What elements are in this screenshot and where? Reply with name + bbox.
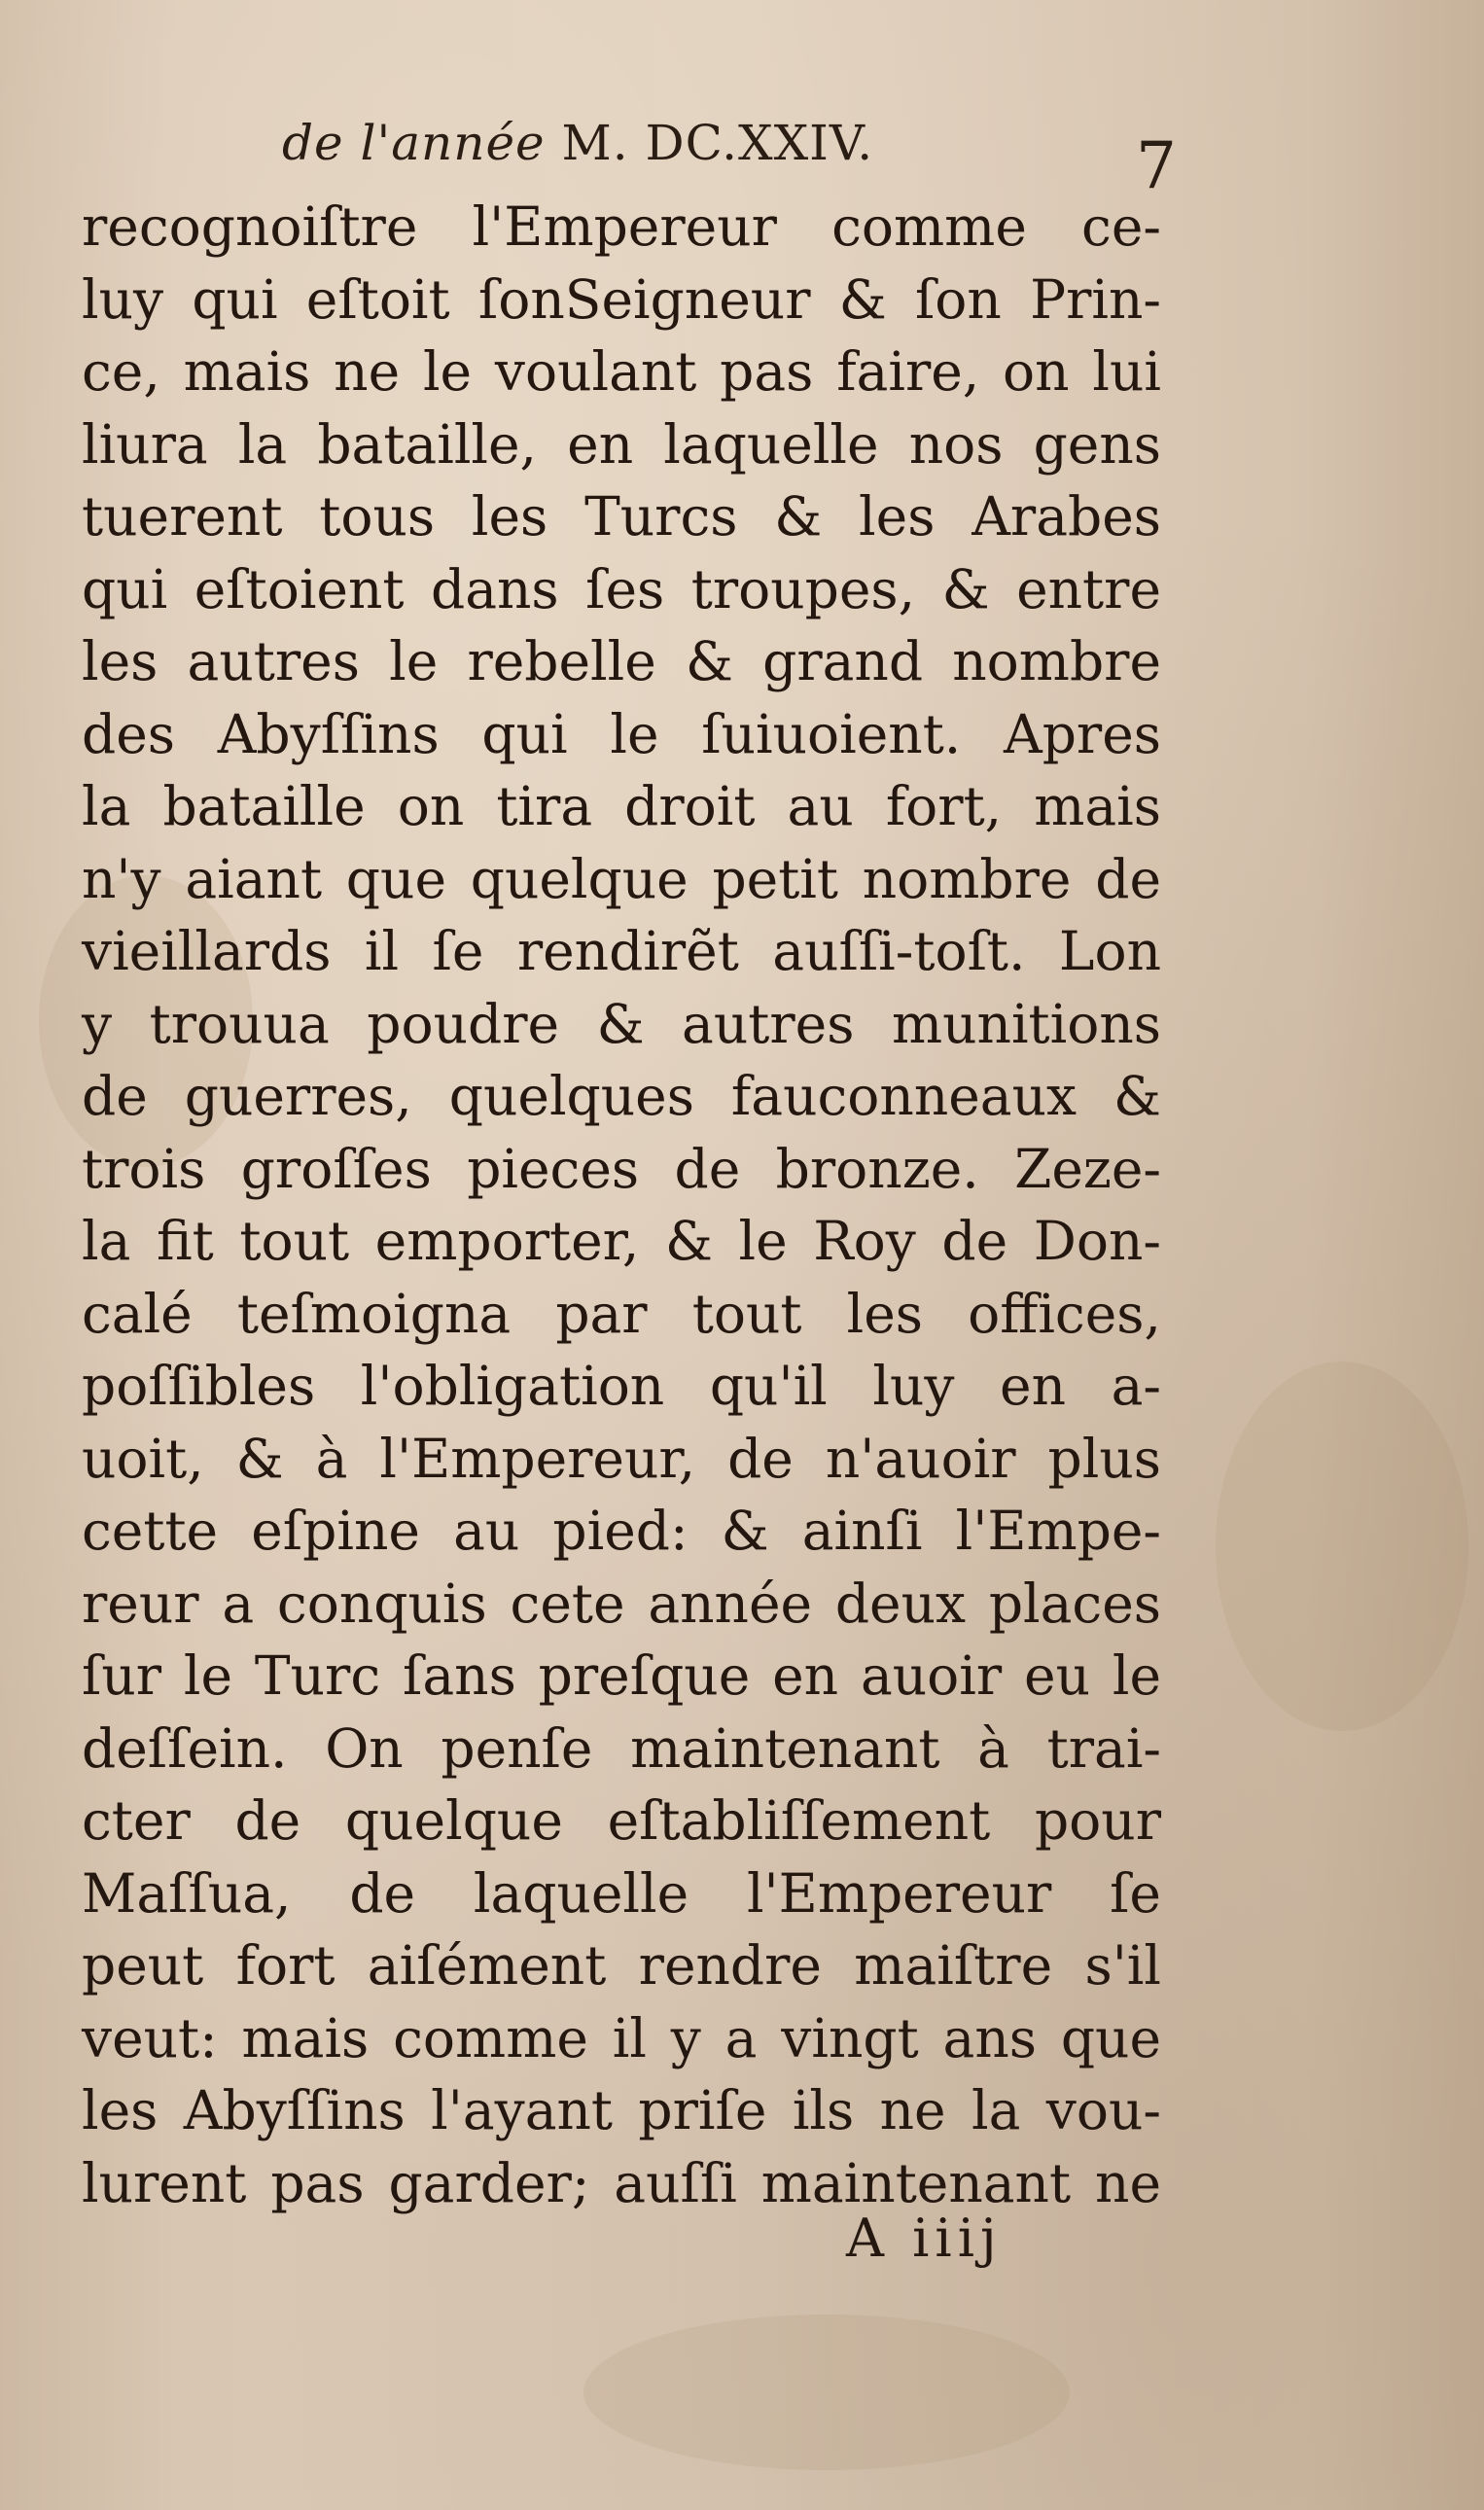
text-line: la bataille on tira droit au fort, mais	[82, 775, 1161, 837]
text-line: trois groſſes pieces de bronze. Zeze-	[82, 1137, 1161, 1200]
running-head	[282, 115, 873, 171]
text-line: les autres le rebelle & grand nombre	[82, 630, 1161, 692]
text-line: y trouua poudre & autres munitions	[82, 992, 1161, 1055]
text-line: les Abyſſins l'ayant priſe ils ne la vou-	[82, 2079, 1161, 2141]
page-number: 7	[1136, 128, 1177, 203]
text-line: liura la bataille, en laquelle nos gens	[82, 412, 1161, 476]
page-header	[282, 115, 1177, 203]
text-line: luy qui eſtoit ſonSeigneur & ſon Prin-	[82, 267, 1161, 331]
running-head-italic: de l'année	[282, 115, 546, 171]
text-line: cette eſpine au pied: & ainſi l'Empe-	[82, 1500, 1161, 1562]
text-line: Maſſua, de laquelle l'Empereur ſe	[82, 1861, 1161, 1925]
text-line: poſſibles l'obligation qu'il luy en a-	[82, 1355, 1161, 1417]
text-line: des Abyſſins qui le ſuiuoient. Apres	[82, 702, 1161, 765]
text-line: n'y aiant que quelque petit nombre de	[82, 847, 1161, 910]
text-line: la fit tout emporter, & le Roy de Don-	[82, 1210, 1161, 1272]
paper-stain	[1216, 1361, 1468, 1731]
text-line: ſur le Turc ſans preſque en auoir eu le	[82, 1644, 1161, 1707]
text-line: veut: mais comme il y a vingt ans que	[82, 2006, 1161, 2069]
text-line: qui eſtoient dans ſes troupes, & entre	[82, 557, 1161, 620]
body-text	[82, 191, 1161, 2219]
text-line: vieillards il ſe rendirẽt auſſi-toſt. Lon	[82, 920, 1161, 982]
text-line: calé teſmoigna par tout les offices,	[82, 1282, 1161, 1345]
text-line: reur a conquis cete année deux places	[82, 1572, 1161, 1635]
text-line: peut fort aiſément rendre maiſtre s'il	[82, 1934, 1161, 1997]
paper-stain	[583, 2315, 1070, 2470]
text-line: deſſein. On penſe maintenant à trai-	[82, 1716, 1161, 1780]
text-line: tuerent tous les Turcs & les Arabes	[82, 485, 1161, 548]
text-line: ce, mais ne le voulant pas faire, on lui	[82, 340, 1161, 403]
text-line: recognoiſtre l'Empereur comme ce-	[82, 195, 1161, 258]
running-head-year: M. DC.XXIV.	[561, 115, 874, 171]
text-line: uoit, & à l'Empereur, de n'auoir plus	[82, 1427, 1161, 1490]
text-line: cter de quelque eſtabliſſement pour	[82, 1789, 1161, 1852]
signature-mark: A iiij	[846, 2208, 1003, 2269]
text-line: de guerres, quelques fauconneaux &	[82, 1065, 1161, 1127]
text-line: lurent pas garder; auſſi maintenant ne	[82, 2151, 1161, 2214]
